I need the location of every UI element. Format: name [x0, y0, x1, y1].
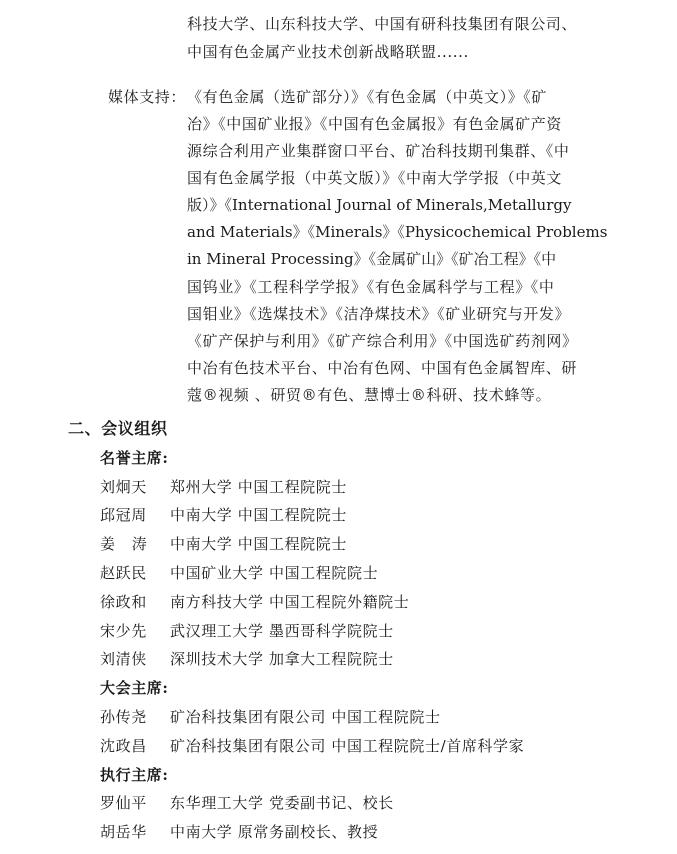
executive-chairs-heading: 执行主席:	[100, 766, 169, 784]
organizers-line-1: 科技大学、山东科技大学、中国有研科技集团有限公司、	[187, 15, 578, 33]
person-affiliation: 南方科技大学 中国工程院外籍院士	[170, 593, 410, 611]
person-name: 刘清侠	[100, 650, 147, 668]
media-line: 冶》《中国矿业报》《中国有色金属报》有色金属矿产资	[187, 115, 563, 133]
person-affiliation: 矿冶科技集团有限公司 中国工程院院士	[170, 708, 441, 726]
media-line: in Mineral Processing》《金属矿山》《矿冶工程》《中	[187, 250, 557, 268]
person-affiliation: 中南大学 原常务副校长、教授	[170, 823, 379, 841]
person-affiliation: 中国矿业大学 中国工程院院士	[170, 564, 379, 582]
person-name: 胡岳华	[100, 823, 147, 841]
person-name: 邱冠周	[100, 506, 147, 524]
person-name: 赵跃民	[100, 564, 147, 582]
person-affiliation: 矿冶科技集团有限公司 中国工程院院士/首席科学家	[170, 737, 525, 755]
person-affiliation: 东华理工大学 党委副书记、校长	[170, 794, 394, 812]
media-support-label: 媒体支持：	[108, 88, 187, 106]
media-line: and Materials》《Minerals》《Physicochemical Problems	[187, 223, 608, 241]
person-affiliation: 郑州大学 中国工程院院士	[170, 478, 347, 496]
person-affiliation: 中南大学 中国工程院院士	[170, 535, 347, 553]
media-line: 国钼业》《选煤技术》《洁净煤技术》《矿业研究与开发》	[187, 305, 571, 323]
media-line: 中冶有色技术平台、中冶有色网、中国有色金属智库、研	[187, 359, 578, 377]
person-name: 沈政昌	[100, 737, 147, 755]
media-line: 《矿产保护与利用》《矿产综合利用》《中国选矿药剂网》	[187, 332, 578, 350]
person-name: 罗仙平	[100, 794, 147, 812]
person-name: 宋少先	[100, 622, 147, 640]
person-name: 刘炯天	[100, 478, 147, 496]
honorary-chairs-heading: 名誉主席:	[100, 449, 169, 467]
media-line: 版）》《International Journal of Minerals,Metallurgy	[187, 196, 572, 214]
media-line: 国钨业》《工程科学学报》《有色金属科学与工程》《中	[187, 278, 555, 296]
person-affiliation: 深圳技术大学 加拿大工程院院士	[170, 650, 394, 668]
media-line: 源综合利用产业集群窗口平台、矿冶科技期刊集群、《中	[187, 142, 570, 160]
media-line: 蔻®视频 、研贸®有色、慧博士®科研、技术蜂等。	[187, 386, 552, 404]
person-name: 姜 涛	[100, 535, 148, 553]
person-name: 徐政和	[100, 593, 147, 611]
media-line: 国有色金属学报（中英文版）》《中南大学学报（中英文	[187, 169, 563, 187]
media-line: 《有色金属（选矿部分）》《有色金属（中英文）》《矿	[187, 88, 548, 106]
organizers-line-2: 中国有色金属产业技术创新战略联盟......	[187, 43, 469, 61]
general-chairs-heading: 大会主席:	[100, 679, 169, 697]
person-affiliation: 中南大学 中国工程院院士	[170, 506, 347, 524]
section-title: 二、会议组织	[68, 419, 168, 438]
person-affiliation: 武汉理工大学 墨西哥科学院院士	[170, 622, 394, 640]
person-name: 孙传尧	[100, 708, 147, 726]
